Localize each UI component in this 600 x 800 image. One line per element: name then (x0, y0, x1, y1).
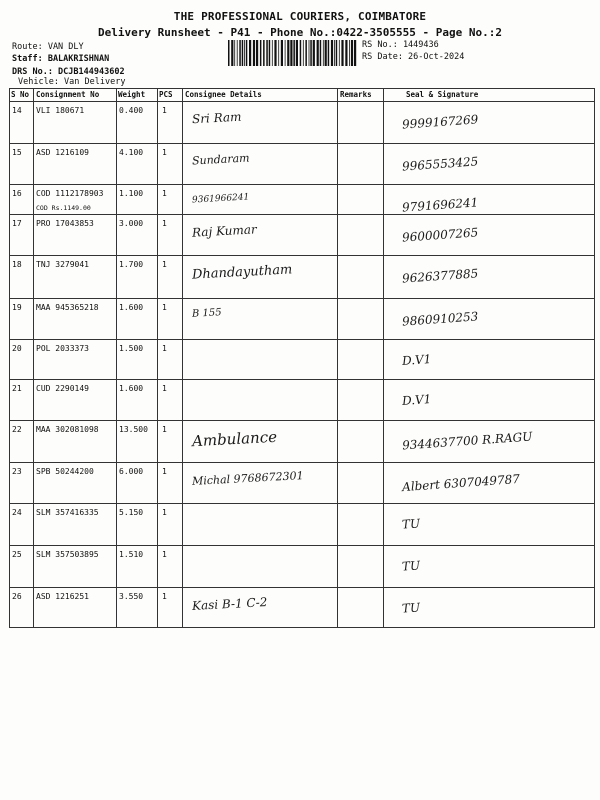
row-signature-handwriting: 9965553425 (401, 154, 479, 174)
row-pcs: 1 (162, 260, 167, 269)
staff-text: Staff: BALAKRISHNAN (12, 54, 110, 64)
row-signature-handwriting: 9860910253 (401, 309, 479, 329)
row-weight: 1.700 (119, 260, 144, 269)
row-consignment-no: SLM 357416335 (36, 508, 99, 517)
row-signature-handwriting: TU (401, 558, 421, 574)
row-sno: 17 (12, 219, 22, 228)
col-header-remarks: Remarks (340, 90, 372, 99)
row-consignment-no: MAA 945365218 (36, 303, 99, 312)
row-weight: 1.500 (119, 344, 144, 353)
row-sno: 18 (12, 260, 22, 269)
row-sno: 15 (12, 148, 22, 157)
rs-date: RS Date: 26-Oct-2024 (362, 52, 465, 62)
row-signature-handwriting: 9344637700 R.RAGU (401, 429, 533, 453)
row-consignee-handwriting: B 155 (191, 307, 222, 320)
row-consignment-no: POL 2033373 (36, 344, 89, 353)
row-pcs: 1 (162, 106, 167, 115)
row-consignment-no: ASD 1216109 (36, 148, 89, 157)
row-sno: 25 (12, 550, 22, 559)
row-cod-amount: COD Rs.1149.00 (36, 204, 91, 212)
row-sno: 20 (12, 344, 22, 353)
col-header-pcs: PCS (159, 90, 173, 99)
col-header-signature: Seal & Signature (406, 90, 479, 99)
row-signature-handwriting: Albert 6307049787 (401, 471, 521, 495)
row-pcs: 1 (162, 467, 167, 476)
row-consignment-no: SPB 50244200 (36, 467, 94, 476)
row-sno: 22 (12, 425, 22, 434)
row-sno: 19 (12, 303, 22, 312)
row-consignee-handwriting: 9361966241 (191, 192, 250, 206)
row-weight: 1.100 (119, 189, 144, 198)
row-consignment-no: PRO 17043853 (36, 219, 94, 228)
row-weight: 6.000 (119, 467, 144, 476)
row-consignee-handwriting: Michal 9768672301 (191, 469, 304, 488)
row-pcs: 1 (162, 189, 167, 198)
row-consignee-handwriting: Sundaram (191, 151, 250, 168)
col-header-consignment: Consignment No (36, 90, 100, 99)
row-pcs: 1 (162, 344, 167, 353)
row-weight: 1.510 (119, 550, 144, 559)
company-title: THE PROFESSIONAL COURIERS, COIMBATORE (173, 10, 427, 23)
row-signature-handwriting: 9600007265 (401, 225, 479, 245)
row-sno: 23 (12, 467, 22, 476)
row-consignment-no: TNJ 3279041 (36, 260, 89, 269)
row-consignment-no: VLI 180671 (36, 106, 85, 115)
row-consignment-no: ASD 1216251 (36, 592, 89, 601)
row-signature-handwriting: TU (401, 516, 421, 532)
row-weight: 3.550 (119, 592, 144, 601)
row-signature-handwriting: D.V1 (401, 351, 432, 369)
row-signature-handwriting: TU (401, 600, 421, 616)
row-consignee-handwriting: Sri Ram (191, 109, 242, 127)
row-sno: 26 (12, 592, 22, 601)
row-consignment-no: CUD 2290149 (36, 384, 89, 393)
vehicle-text: Vehicle: Van Delivery (18, 77, 126, 87)
row-consignment-no: MAA 302081098 (36, 425, 99, 434)
row-consignee-handwriting: Kasi B-1 C-2 (191, 595, 268, 613)
row-pcs: 1 (162, 592, 167, 601)
row-pcs: 1 (162, 303, 167, 312)
row-signature-handwriting: 9626377885 (401, 266, 479, 286)
row-pcs: 1 (162, 384, 167, 393)
row-pcs: 1 (162, 508, 167, 517)
row-weight: 1.600 (119, 384, 144, 393)
row-weight: 5.150 (119, 508, 144, 517)
row-pcs: 1 (162, 425, 167, 434)
row-consignment-no: COD 1112178903 (36, 189, 104, 198)
row-pcs: 1 (162, 550, 167, 559)
row-sno: 21 (12, 384, 22, 393)
row-weight: 0.400 (119, 106, 144, 115)
row-sno: 24 (12, 508, 22, 517)
row-pcs: 1 (162, 148, 167, 157)
row-signature-handwriting: 9791696241 (401, 195, 479, 215)
row-pcs: 1 (162, 219, 167, 228)
row-consignee-handwriting: Dhandayutham (191, 262, 293, 283)
barcode-image (228, 40, 358, 66)
col-header-weight: Weight (118, 90, 146, 99)
rs-number: RS No.: 1449436 (362, 40, 439, 50)
col-header-sno: S No (11, 90, 30, 99)
row-weight: 4.100 (119, 148, 144, 157)
drs-number: DRS No.: DCJB144943602 (12, 67, 125, 77)
row-sno: 14 (12, 106, 22, 115)
row-weight: 13.500 (119, 425, 148, 434)
faded-stamp-impression (378, 337, 538, 387)
row-signature-handwriting: 9999167269 (401, 112, 479, 132)
row-sno: 16 (12, 189, 22, 198)
row-consignee-handwriting: Ambulance (191, 427, 278, 451)
row-weight: 3.000 (119, 219, 144, 228)
route-text: Route: VAN DLY (12, 42, 84, 52)
row-consignment-no: SLM 357503895 (36, 550, 99, 559)
runsheet-subtitle: Delivery Runsheet - P41 - Phone No.:0422-3505555 - Page No.:2 (98, 26, 502, 39)
row-weight: 1.600 (119, 303, 144, 312)
row-signature-handwriting: D.V1 (401, 391, 432, 409)
col-header-consignee: Consignee Details (185, 90, 262, 99)
row-consignee-handwriting: Raj Kumar (191, 222, 258, 240)
